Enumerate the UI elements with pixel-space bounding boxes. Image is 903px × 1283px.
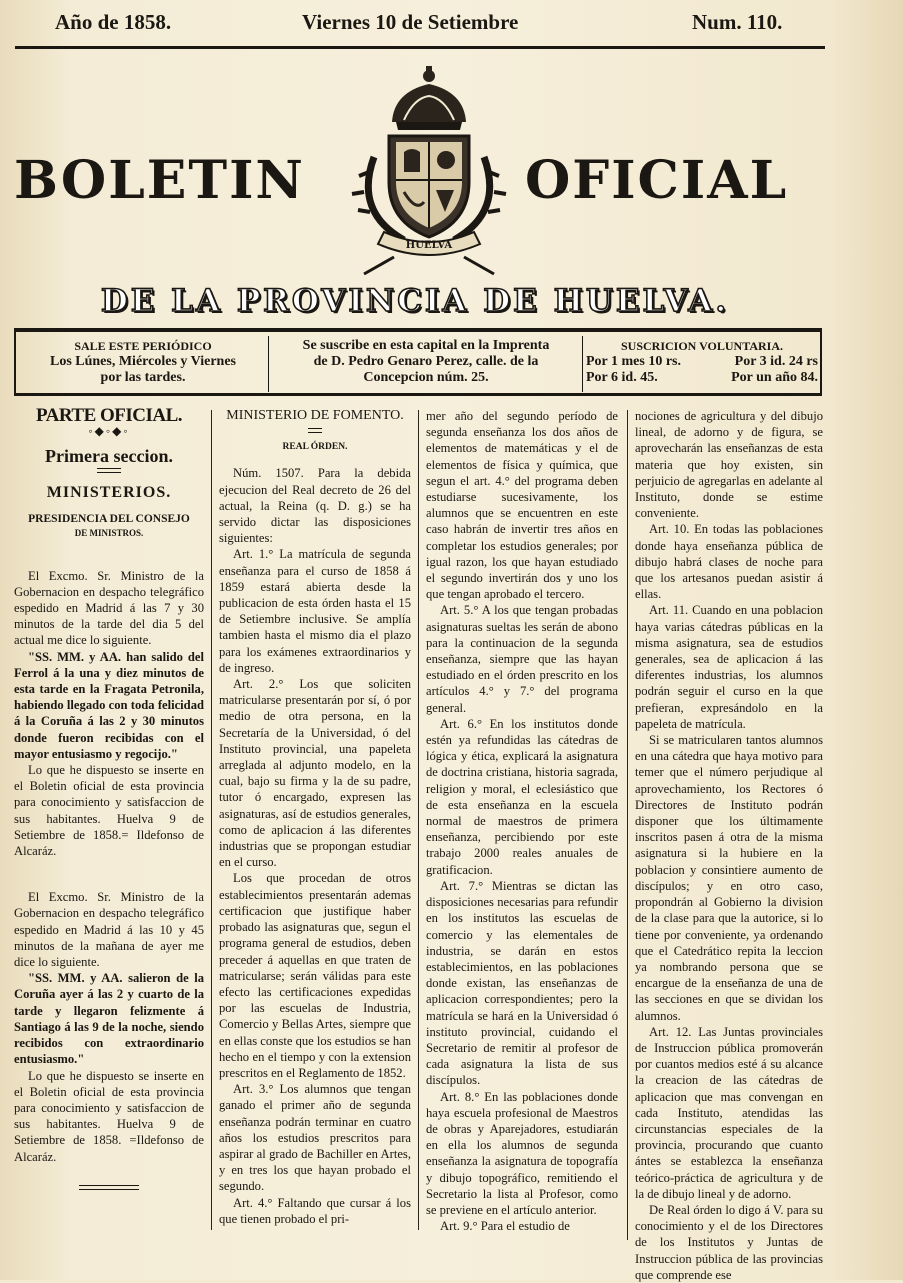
article-paragraph: "SS. MM. y AA. han salido del Ferrol á la una y diez minutos de esta tarde en la Fragata Petronila, habiendo llegado con toda felicidad á la Coruña á las 2 y 30 minutos donde fueron recibidas con el mayor entusiasmo y regocijo."	[14, 649, 204, 761]
printer-info	[274, 338, 578, 386]
article-paragraph: "SS. MM. y AA. salieron de la Coruña ayer á las 2 y cuarto de la tarde y llegaron felizmente á Santiago á las 9 de la noche, siendo recibidos con extraordinario entusiasmo."	[14, 971, 204, 1067]
date-label: Viernes 10 de Setiembre	[302, 10, 519, 34]
printer-line-1: Se suscribe en esta capital en la Imprenta	[302, 338, 550, 353]
article-paragraph: Art. 3.° Los alumnos que tengan ganado el primer año de segunda enseñanza podrán terminar en cuatro años los estudios prescritos para aspirar al grado de Bachiller en Artes, y en tres los que hayan probado el segundo.	[219, 1082, 411, 1194]
article-paragraph: El Excmo. Sr. Ministro de la Gobernacion en despacho telegráfico espedido en Madrid á las 7 y 30 minutos de la tarde del dia 5 del actual me dice lo siguiente.	[14, 568, 204, 648]
heading-presidencia: PRESIDENCIA DEL CONSEJO	[28, 512, 190, 525]
article-paragraph: Si se matricularen tantos alumnos en una cátedra que haya motivo para temer que el número perjudique al aprovechamiento, los Rectores ó Directores de Instituto podrán disponer que los últimamente inscritos pasen á otra de la misma asignatura si la hubiere en la poblacion y consintiere aumento de discípulos; y en otro caso, propondrán al Gobierno la division de la clase para que la autorice, si lo tiene por conveniente, ya ordenando que el Catedrático repita la leccion ya nombrando persona que se encargue de la enseñanza de una de las secciones en que se dividan los alumnos.	[635, 733, 823, 1023]
article-paragraph: Art. 2.° Los que soliciten matricularse presentarán por sí, ó por medio de otra persona, en la Secretaría de la Universidad, ó del Instituto provincial, una papeleta arreglada al adjunto modelo, en la cual, bajo su firma y la de su padre, tutor ó encargado, expresen las asignaturas, así de estudios generales, como de aplicacion á las diferentes industrias que se propongan estudiar en el curso.	[219, 677, 411, 870]
price-1-month: Por 1 mes 10 rs.	[586, 354, 681, 369]
article-paragraph: Núm. 1507. Para la debida ejecucion del Real decreto de 26 del actual, la Reina (q. D. g.) se ha servido dictar las disposiciones siguientes:	[219, 466, 411, 546]
article-paragraph: Los que procedan de otros establecimientos presentarán ademas certificacion que justifique haber probado las asignaturas que, segun el programa general de estudios, deben preceder á aquellas en que traten de matricularse; serán válidas para este efecto las certificaciones expedidas por las escuelas de Industria, Comercio y Bellas Artes, siempre que en ellas conste que los estudios se han hecho en el tiempo y con la extension prescritos en el Reglamento de 1852.	[219, 871, 412, 1080]
article-paragraph: mer año del segundo período de segunda enseñanza los dos años de elementos de matemáticas y el de elementos de física y química, que segun el art. 4.° del programa deben estudiarse sucesivamente, los alumnos que se encuentren en este caso habrán de invertir tres años en completar los estudios generales; por igual razon, los que hayan estudiado el segundo invertirán dos y uno los que tengan aprobado el tercero.	[426, 409, 618, 602]
year-label: Año de 1858.	[55, 10, 172, 34]
price-6-months: Por 6 id. 45.	[586, 370, 658, 385]
heading-ministerio-fomento: MINISTERIO DE FOMENTO.	[226, 408, 404, 423]
ornament-icon: ◦◆◦◆◦	[88, 424, 130, 439]
article-paragraph: Art. 12. Las Juntas provinciales de Instruccion pública promoverán por cuantos medios esté á su alcance la creacion de las cátedras de aplicacion que mas convengan en cada Instituto, atendidas las circunstancias especiales de la provincia, procurando que cuanto ántes se establezca la enseñanza teórico-práctica de agricultura y de la de dibujo lineal y de adorno.	[635, 1024, 823, 1201]
price-3-months: Por 3 id. 24 rs	[734, 354, 818, 369]
article-paragraph: Art. 8.° En las poblaciones donde haya escuela profesional de Maestros de obras y Aparejadores, estudiarán en ella los alumnos de segunda enseñanza la asignatura de topografía y dibujo topográfico, remitiendo el Secretario la lista al Profesor, como se previene en el artículo anterior.	[426, 1089, 618, 1217]
heading-de-ministros: DE MINISTROS.	[74, 527, 144, 538]
divider-icon	[97, 468, 121, 473]
article-paragraph: Art. 1.° La matrícula de segunda enseñanza para el curso de 1858 á 1859 estará abierta desde la publicacion de esta órden hasta el 15 de Setiembre inclusive. Se amplía tambien hasta el mismo dia el plazo para los exámenes extraordinarios y de ingreso.	[219, 547, 411, 675]
coat-of-arms-icon	[334, 62, 524, 277]
section-heading-ministerios: MINISTERIOS.	[46, 484, 172, 502]
publication-time-line: por las tardes.	[100, 370, 186, 385]
column-2	[219, 408, 411, 1227]
section-heading-parte-oficial: PARTE OFICIAL.	[35, 405, 183, 426]
column-rule	[418, 410, 419, 1230]
article-paragraph: El Excmo. Sr. Ministro de la Gobernacion en despacho telegráfico espedido en Madrid á las 10 y 45 minutos de la mañana de ayer me dice lo siguiente.	[14, 890, 204, 970]
masthead-title-left: BOLETIN	[14, 150, 305, 211]
article-paragraph: Art. 10. En todas las poblaciones donde haya enseñanza pública de dibujo habrá clases de noche para que los artesanos puedan asistir á ellas.	[635, 522, 823, 602]
publication-title: SALE ESTE PERIÓDICO	[74, 339, 212, 353]
price-1-year: Por un año 84.	[731, 370, 818, 385]
printer-line-2: de D. Pedro Genaro Perez, calle. de la	[313, 354, 539, 369]
article-paragraph: Lo que he dispuesto se inserte en el Boletin oficial de esta provincia para conocimiento y satisfaccion de sus habitantes. Huelva 9 de Setiembre de 1858.= Ildefonso de Alcaráz.	[14, 763, 204, 859]
column-rule	[211, 410, 212, 1230]
divider-icon	[308, 428, 322, 433]
column-4	[635, 408, 823, 1283]
column-3	[426, 408, 618, 1234]
subscription-prices	[586, 338, 818, 386]
seal-text: HUELVA	[405, 240, 453, 251]
article-paragraph: Lo que he dispuesto se inserte en el Boletin oficial de esta provincia para conocimiento y satisfaccion de sus habitantes. Huelva 9 de Setiembre de 1858. =Ildefonso de Alcaráz.	[14, 1068, 204, 1164]
subscription-box	[14, 328, 822, 396]
heading-real-orden: REAL ÓRDEN.	[282, 442, 348, 453]
header-rule	[15, 46, 825, 49]
article-paragraph: De Real órden lo digo á V. para su conocimiento y el de los Directores de los Institutos y Juntas de Instruccion pública de las provincias que comprende ese	[635, 1202, 823, 1282]
printer-line-3: Concepcion núm. 25.	[363, 370, 489, 385]
article-paragraph: Art. 6.° En los institutos donde estén ya refundidas las cátedras de lógica y ética, explicará la asignatura de doctrina cristiana, historia sagrada, religion y moral, el eclesiástico que de esta enseñanza en la escuela normal de maestros de primera enseñanza, percibiendo por este trabajo 2000 reales anuales de gratificacion.	[426, 716, 618, 877]
article-paragraph: Art. 4.° Faltando que cursar á los que tienen probado el pri-	[219, 1195, 411, 1226]
article-paragraph: Art. 9.° Para el estudio de	[440, 1219, 570, 1234]
publication-days	[20, 338, 266, 386]
article-paragraph: Art. 7.° Mientras se dictan las disposiciones necesarias para refundir en los institutos las escuelas de comercio y las elementales de industria, se darán en estos establecimientos, en las poblaciones donde existan, las enseñanzas de aplicacion correspondientes; pero la matrícula se hará en la Universidad ó instituto provincial, cuidando el Secretario de remitir al profesor de cada asignatura la lista de sus discípulos.	[426, 878, 618, 1088]
publication-days-line: Los Lúnes, Miércoles y Viernes	[49, 354, 236, 369]
article-paragraph: Art. 5.° A los que tengan probadas asignaturas sueltas les serán de abono para la continuacion de la segunda enseñanza, siempre que las hayan estudiado en el órden prescrito en los artículos 4.° y 7.° del programa general.	[426, 603, 618, 715]
article-paragraph: nociones de agricultura y del dibujo lineal, de adorno y de figura, se aprovecharán las enseñanzas de esta materia que hoy existen, sin perjuicio de agregarlas en adelante al Instituto, donde se estime conveniente.	[635, 409, 823, 521]
divider-icon	[79, 1185, 139, 1190]
column-1	[14, 405, 204, 1194]
section-heading-primera: Primera seccion.	[45, 446, 173, 467]
box-divider	[268, 336, 269, 392]
issue-number: Num. 110.	[692, 10, 783, 34]
masthead-subtitle: DE LA PROVINCIA DE HUELVA.	[100, 283, 730, 319]
masthead-title-right: OFICIAL	[525, 150, 789, 211]
article-paragraph: Art. 11. Cuando en una poblacion haya varias cátedras públicas en la misma asignatura, sea de estudios generales, sea de aplicacion á las diferentes industrias, los alumnos podrán seguir el curso en la que prefieran, expresándolo en la papeleta de matrícula.	[635, 603, 823, 731]
column-rule	[627, 410, 628, 1240]
subscription-title: SUSCRICION VOLUNTARIA.	[620, 339, 783, 353]
box-divider	[582, 336, 583, 392]
